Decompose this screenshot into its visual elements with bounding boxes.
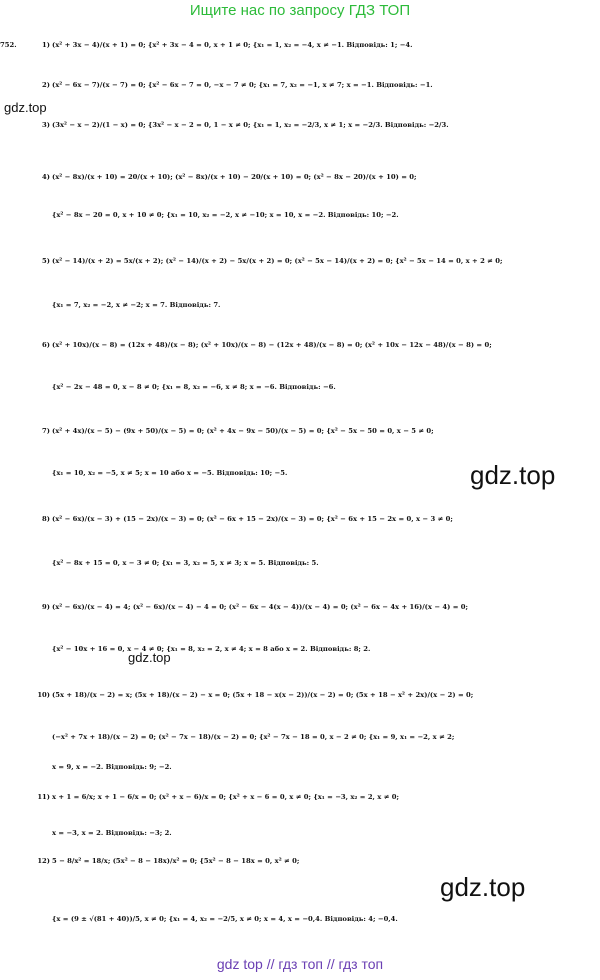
equation-text: {x₁ = 10, x₂ = −5, x ≠ 5; x = 10 або x = −5. Відповідь: 10; −5. xyxy=(52,469,288,477)
problem-number: 752. xyxy=(0,41,17,49)
solution-line xyxy=(0,730,600,744)
search-banner: Ищите нас по запросу ГДЗ ТОП xyxy=(189,2,411,19)
solution-line xyxy=(0,854,600,868)
equation-text: {x² − 8x + 15 = 0, x − 3 ≠ 0; {x₁ = 3, x₂ = 5, x ≠ 3; x = 5. Відповідь: 5. xyxy=(52,559,319,567)
solution-line xyxy=(0,254,600,268)
footer-links: gdz top // гдз топ // гдз топ xyxy=(216,956,384,972)
equation-text: x = −3, x = 2. Відповідь: −3; 2. xyxy=(52,829,172,837)
equation-text: {x₁ = 7, x₂ = −2, x ≠ −2; x = 7. Відповідь: 7. xyxy=(52,301,221,309)
solution-line xyxy=(0,118,600,132)
equation-text: (x² − 6x − 7)/(x − 7) = 0; {x² − 6x − 7 = 0, −x − 7 ≠ 0; {x₁ = 7, x₂ = −1, x ≠ 7; x = −1. Відповідь: −1. xyxy=(52,81,433,89)
watermark: gdz.top xyxy=(4,100,47,115)
equation-text: (x² + 10x)/(x − 8) = (12x + 48)/(x − 8); (x² + 10x)/(x − 8) − (12x + 48)/(x − 8) = 0; (x² + 10x − 12x − 48)/(x − 8) = 0; xyxy=(52,341,492,349)
solution-line xyxy=(0,760,600,774)
equation-text: (3x² − x − 2)/(1 − x) = 0; {3x² − x − 2 = 0, 1 − x ≠ 0; {x₁ = 1, x₂ = −2/3, x ≠ 1; x = −2/3. Відповідь: −2/3. xyxy=(52,121,449,129)
solution-line xyxy=(0,912,600,926)
equation-text: (x² − 8x)/(x + 10) = 20/(x + 10); (x² − 8x)/(x + 10) − 20/(x + 10) = 0; (x² − 8x − 20)/(x + 10) = 0; xyxy=(52,173,417,181)
solution-line xyxy=(0,688,600,702)
equation-text: (x² + 4x)/(x − 5) − (9x + 50)/(x − 5) = 0; (x² + 4x − 9x − 50)/(x − 5) = 0; {x² − 5x − 50 = 0, x − 5 ≠ 0; xyxy=(52,427,434,435)
item-number: 5) xyxy=(42,257,50,265)
solution-line xyxy=(0,170,600,184)
equation-text: (x² − 6x)/(x − 3) + (15 − 2x)/(x − 3) = 0; (x² − 6x + 15 − 2x)/(x − 3) = 0; {x² − 6x + 15 − 2x = 0, x − 3 ≠ 0; xyxy=(52,515,453,523)
equation-text: (x² − 14)/(x + 2) = 5x/(x + 2); (x² − 14)/(x + 2) − 5x/(x + 2) = 0; (x² − 5x − 14)/(x + 2) = 0; {x² − 5x − 14 = 0, x + 2 ≠ 0; xyxy=(52,257,503,265)
item-number: 4) xyxy=(42,173,50,181)
watermark: gdz.top xyxy=(440,872,526,902)
equation-text: (x² − 6x)/(x − 4) = 4; (x² − 6x)/(x − 4) − 4 = 0; (x² − 6x − 4(x − 4))/(x − 4) = 0; (x² − 6x − 4x + 16)/(x − 4) = 0; xyxy=(52,603,468,611)
item-number: 6) xyxy=(42,341,50,349)
item-number: 1) xyxy=(42,41,50,49)
solution-line xyxy=(0,38,600,52)
solution-line xyxy=(0,512,600,526)
watermark: gdz.top xyxy=(470,460,556,490)
solution-line xyxy=(0,78,600,92)
item-number: 9) xyxy=(42,603,50,611)
equation-text: (−x² + 7x + 18)/(x − 2) = 0; (x² − 7x − 18)/(x − 2) = 0; {x² − 7x − 18 = 0, x − 2 ≠ 0; {x₁ = 9, x₁ = −2, x ≠ 2; xyxy=(52,733,455,741)
solution-line xyxy=(0,298,600,312)
equation-text: 5 − 8/x² = 18/x; (5x² − 8 − 18x)/x² = 0; {5x² − 8 − 18x = 0, x² ≠ 0; xyxy=(52,857,300,865)
solution-line xyxy=(0,600,600,614)
item-number: 7) xyxy=(42,427,50,435)
watermark: gdz.top xyxy=(128,650,171,665)
solution-line xyxy=(0,208,600,222)
item-number: 10) xyxy=(37,691,50,699)
equation-text: {x² − 10x + 16 = 0, x − 4 ≠ 0; {x₁ = 8, x₂ = 2, x ≠ 4; x = 8 або x = 2. Відповідь: 8; 2. xyxy=(52,645,371,653)
solution-line xyxy=(0,338,600,352)
solution-line xyxy=(0,424,600,438)
equation-text: {x² − 2x − 48 = 0, x − 8 ≠ 0; {x₁ = 8, x₂ = −6, x ≠ 8; x = −6. Відповідь: −6. xyxy=(52,383,336,391)
item-number: 2) xyxy=(42,81,50,89)
solution-line xyxy=(0,556,600,570)
item-number: 11) xyxy=(37,793,50,801)
equation-text: (x² + 3x − 4)/(x + 1) = 0; {x² + 3x − 4 = 0, x + 1 ≠ 0; {x₁ = 1, x₂ = −4, x ≠ −1. Відповідь: 1; −4. xyxy=(52,41,413,49)
equation-text: {x = (9 ± √(81 + 40))/5, x ≠ 0; {x₁ = 4, x₂ = −2/5, x ≠ 0; x = 4, x = −0,4. Відповідь: 4; −0,4. xyxy=(52,915,398,923)
solution-line xyxy=(0,380,600,394)
equation-text: x = 9, x = −2. Відповідь: 9; −2. xyxy=(52,763,172,771)
solution-line xyxy=(0,790,600,804)
item-number: 12) xyxy=(37,857,50,865)
solution-line xyxy=(0,826,600,840)
solution-line xyxy=(0,642,600,656)
equation-text: (5x + 18)/(x − 2) = x; (5x + 18)/(x − 2) − x = 0; (5x + 18 − x(x − 2))/(x − 2) = 0; (5x + 18 − x² + 2x)/(x − 2) = 0; xyxy=(52,691,474,699)
equation-text: x + 1 = 6/x; x + 1 − 6/x = 0; (x² + x − 6)/x = 0; {x² + x − 6 = 0, x ≠ 0; {x₁ = −3, x₂ = 2, x ≠ 0; xyxy=(52,793,400,801)
equation-text: {x² − 8x − 20 = 0, x + 10 ≠ 0; {x₁ = 10, x₂ = −2, x ≠ −10; x = 10, x = −2. Відповідь: 10; −2. xyxy=(52,211,399,219)
item-number: 8) xyxy=(42,515,50,523)
item-number: 3) xyxy=(42,121,50,129)
